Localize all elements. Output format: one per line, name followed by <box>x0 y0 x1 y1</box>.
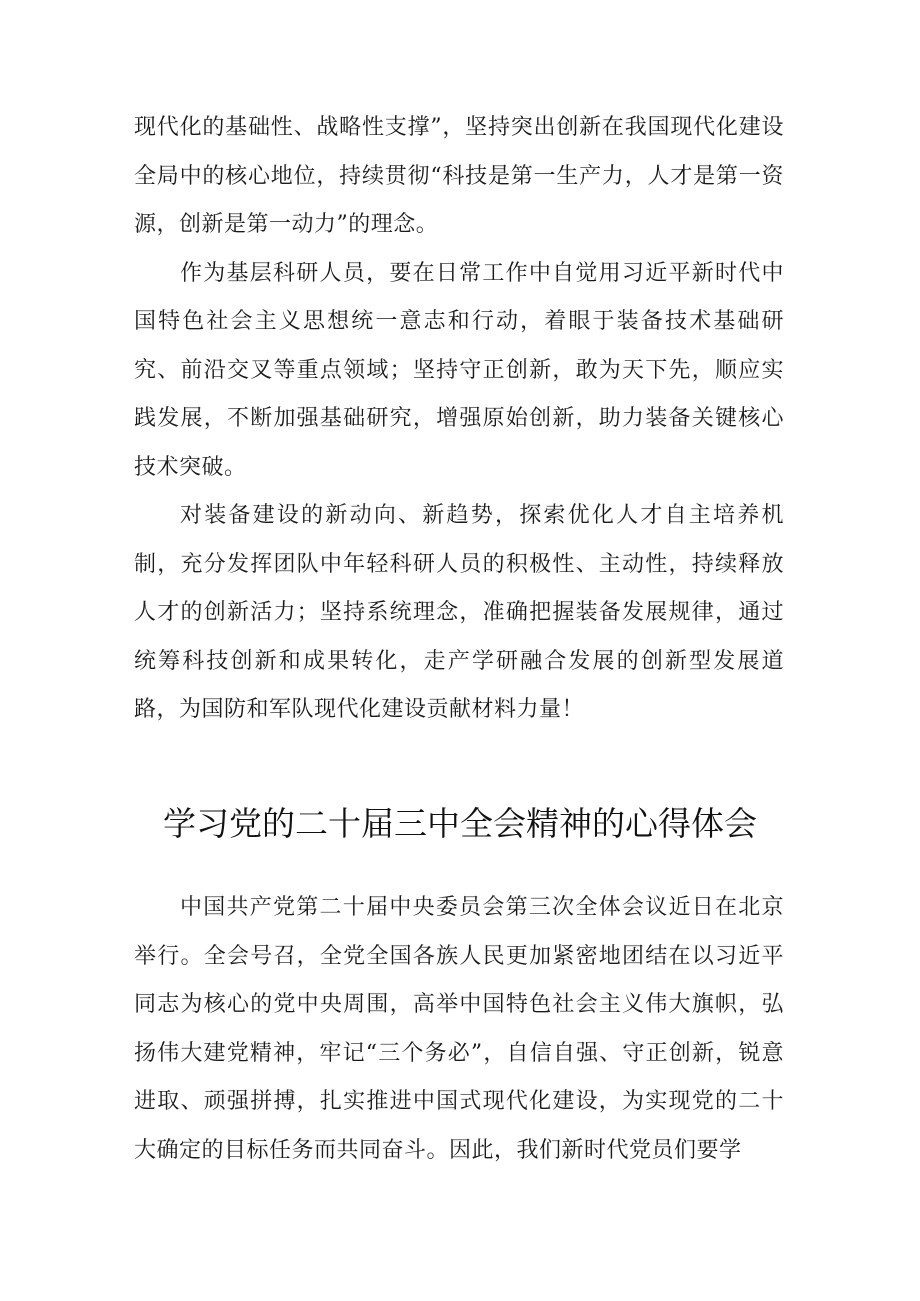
paragraph-talent-cultivation: 对装备建设的新动向、新趋势，探索优化人才自主培养机制，充分发挥团队中年轻科研人员的积极性、主动性，持续释放人才的创新活力；坚持系统理念，准确把握装备发展规律，通过统筹科技创新和成果转化，走产学研融合发展的创新型发展道路，为国防和军队现代化建设贡献材料力量！ <box>134 503 784 722</box>
paragraph-plenary-session: 中国共产党第二十届中央委员会第三次全体会议近日在北京举行。全会号召，全党全国各族人民更加紧密地团结在以习近平同志为核心的党中央周围，高举中国特色社会主义伟大旗帜，弘扬伟大建党精神，牢记“三个务必”，自信自强、守正创新，锐意进取、顽强拼搏，扎实推进中国式现代化建设，为实现党的二十大确定的目标任务而共同奋斗。因此，我们新时代党员们要学 <box>134 895 784 1163</box>
article-body <box>134 884 784 1175</box>
paragraph-continuation: 现代化的基础性、战略性支撑”，坚持突出创新在我国现代化建设全局中的核心地位，持续贯彻“科技是第一生产力，人才是第一资源，创新是第一动力”的理念。 <box>134 115 784 237</box>
paragraph-researcher-duty: 作为基层科研人员，要在日常工作中自觉用习近平新时代中国特色社会主义思想统一意志和行动，着眼于装备技术基础研究、前沿交叉等重点领域；坚持守正创新，敢为天下先，顺应实践发展，不断加强基础研究，增强原始创新，助力装备关键核心技术突破。 <box>134 260 784 480</box>
article-body-continued <box>134 104 784 735</box>
article-title: 学习党的二十届三中全会精神的心得体会 <box>163 804 757 843</box>
